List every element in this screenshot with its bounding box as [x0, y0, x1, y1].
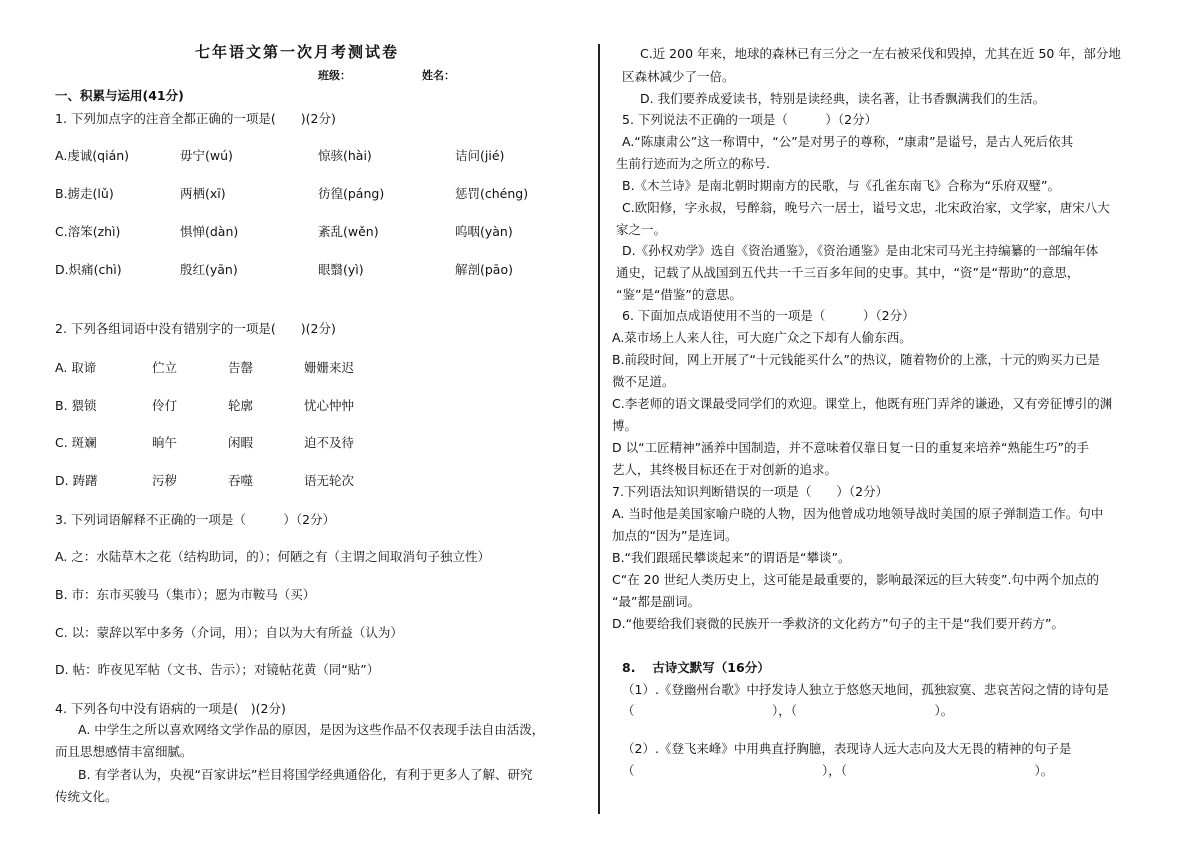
column-divider: [598, 44, 600, 814]
q2-option: 吞噬: [228, 473, 254, 488]
q2-option: 轮廓: [228, 398, 254, 413]
q5-option-d-cont: 通史，记载了从战国到五代共一千三百多年间的史事。其中，“资”是“帮助”的意思，: [616, 265, 1080, 280]
q6-option-d: D 以“工匠精神”涵养中国制造，并不意味着仅靠日复一日的重复来培养“熟能生巧”的手: [612, 440, 1090, 455]
q1-option: 解剖(pāo): [455, 262, 513, 277]
q7-option-a: A. 当时他是美国家喻户晓的人物，因为他曾成功地领导战时美国的原子弹制造工作。句中: [612, 506, 1104, 521]
q5-stem: 5. 下列说法不正确的一项是（ ）（2分）: [622, 112, 878, 127]
q1-option: C.溶笨(zhì): [55, 224, 121, 239]
q6-option-c-cont: 博。: [612, 418, 638, 433]
q2-option: C. 斑斓: [55, 435, 97, 450]
q4-option-d: D. 我们要养成爱读书，特别是读经典，读名著，让书香飘满我们的生活。: [640, 91, 1046, 106]
q5-option-d-cont2: “鉴”是“借鉴”的意思。: [616, 287, 742, 302]
q7-option-c: C“在 20 世纪人类历史上，这可能是最重要的，影响最深远的巨大转变”.句中两个加点的: [612, 572, 1100, 587]
q6-stem: 6. 下面加点成语使用不当的一项是（ ）（2分）: [622, 308, 915, 323]
q7-option-d: D.“他要给我们衰微的民族开一季救济的文化药方”句子的主干是“我们要开药方”。: [612, 616, 1065, 631]
q6-option-b-cont: 微不足道。: [612, 374, 675, 389]
q1-option: 彷徨(páng): [318, 186, 385, 201]
q3-stem: 3. 下列词语解释不正确的一项是（ ）（2分）: [55, 512, 336, 527]
q4-option-b: B. 有学者认为，央视“百家讲坛”栏目将国学经典通俗化，有利于更多人了解、研究: [78, 767, 533, 782]
q5-option-d: D.《孙权劝学》选自《资治通鉴》，《资治通鉴》是由北宋司马光主持编纂的一部编年体: [622, 243, 1099, 258]
q4-option-c-cont: 区森林减少了一倍。: [622, 69, 735, 84]
q3-option: A. 之：水陆草木之花（结构助词，的）；何陋之有（主谓之间取消句子独立性）: [55, 549, 491, 564]
q1-stem: 1. 下列加点字的注音全都正确的一项是( )(2分): [55, 111, 336, 126]
q7-option-a-cont: 加点的“因为”是连词。: [612, 528, 738, 543]
q2-option: 晌午: [152, 435, 178, 450]
q5-option-c-cont: 家之一。: [616, 222, 667, 237]
q2-option: 忧心忡忡: [304, 398, 355, 413]
q5-option-a: A.“陈康肃公”这一称谓中，“公”是对男子的尊称，“康肃”是谥号，是古人死后依其: [622, 134, 1074, 149]
q4-option-b-cont: 传统文化。: [55, 789, 118, 804]
q7-option-c-cont: “最”都是副词。: [612, 594, 700, 609]
q1-option: 诘问(jié): [455, 148, 505, 163]
q8-heading: 8. 古诗文默写（16分）: [622, 660, 770, 675]
q8-part1: （1）.《登幽州台歌》中抒发诗人独立于悠悠天地间，孤独寂寞、悲哀苦闷之情的诗句是: [622, 682, 1109, 697]
q5-option-b: B.《木兰诗》是南北朝时期南方的民歌，与《孔雀东南飞》合称为“乐府双璧”。: [622, 178, 1061, 193]
q8-part2: （2）.《登飞来峰》中用典直抒胸臆，表现诗人远大志向及大无畏的精神的句子是: [622, 741, 1072, 756]
q2-option: 污秽: [152, 473, 178, 488]
q6-option-b: B.前段时间，网上开展了“十元钱能买什么”的热议，随着物价的上涨，十元的购买力已是: [612, 352, 1101, 367]
q1-option: 惧惮(dàn): [180, 224, 239, 239]
q2-option: 语无轮次: [304, 473, 355, 488]
q1-option: D.炽痛(chì): [55, 262, 122, 277]
q4-stem: 4. 下列各句中没有语病的一项是( )(2分): [55, 701, 286, 716]
q1-option: 两栖(xī): [180, 186, 226, 201]
q5-option-a-cont: 生前行迹而为之所立的称号.: [616, 156, 770, 171]
q3-option: B. 市：东市买骏马（集市）；愿为市鞍马（买）: [55, 587, 316, 602]
q2-option: 伶仃: [152, 398, 178, 413]
q6-option-c: C.李老师的语文课最受同学们的欢迎。课堂上，他既有班门弄斧的谦逊，又有旁征博引的渊: [612, 396, 1113, 411]
q6-option-a: A.菜市场上人来人往，可大庭广众之下却有人偷东西。: [612, 330, 912, 345]
q2-option: 告罄: [228, 360, 254, 375]
q8-part2-blanks[interactable]: （ ），（ ）。: [622, 763, 1054, 778]
q2-stem: 2. 下列各组词语中没有错别字的一项是( )(2分): [55, 321, 336, 336]
q2-option: B. 猥锁: [55, 398, 97, 413]
name-label: 姓名：: [422, 69, 455, 82]
q4-option-a-cont: 而且思想感情丰富细腻。: [55, 744, 193, 759]
q7-option-b: B.“我们跟瑶民攀谈起来”的谓语是“攀谈”。: [612, 550, 851, 565]
q8-part1-blanks[interactable]: （ ），（ ）。: [622, 703, 954, 718]
q1-option: 惩罚(chéng): [455, 186, 529, 201]
q2-option: 姗姗来迟: [304, 360, 355, 375]
q1-option: 紊乱(wěn): [318, 224, 379, 239]
q3-option: C. 以：蒙辞以军中多务（介词，用）；自以为大有所益（认为）: [55, 625, 403, 640]
q2-option: A. 取谛: [55, 360, 97, 375]
q1-option: 惊骇(hài): [318, 148, 372, 163]
q2-option: 伫立: [152, 360, 178, 375]
q1-option: 毋宁(wú): [180, 148, 233, 163]
q3-option: D. 帖：昨夜见军帖（文书、告示）；对镜帖花黄（同“贴”）: [55, 662, 380, 677]
q1-option: B.掳走(lǔ): [55, 186, 114, 201]
q2-option: 迫不及待: [304, 435, 355, 450]
q5-option-c: C.欧阳修，字永叔，号醉翁，晚号六一居士，谥号文忠，北宋政治家，文学家，唐宋八大: [622, 200, 1110, 215]
section-heading: 一、积累与运用(41分): [55, 88, 184, 103]
q4-option-c: C.近 200 年来，地球的森林已有三分之一左右被采伐和毁掉，尤其在近 50 年，部分地: [640, 46, 1121, 61]
class-label: 班级：: [318, 69, 351, 82]
q1-option: 眼翳(yì): [318, 262, 364, 277]
q1-option: A.虔诚(qián): [55, 148, 130, 163]
q7-stem: 7.下列语法知识判断错误的一项是（ ）（2分）: [612, 484, 889, 499]
q6-option-d-cont: 艺人，其终极目标还在于对创新的追求。: [612, 462, 838, 477]
page-title: 七年语文第一次月考测试卷: [195, 43, 400, 61]
q2-option: 闲暇: [228, 435, 254, 450]
q2-option: D. 踌躇: [55, 473, 98, 488]
q1-option: 殷红(yān): [180, 262, 238, 277]
q4-option-a: A. 中学生之所以喜欢网络文学作品的原因，是因为这些作品不仅表现手法自由活泼，: [78, 722, 545, 737]
q1-option: 呜咽(yàn): [455, 224, 513, 239]
